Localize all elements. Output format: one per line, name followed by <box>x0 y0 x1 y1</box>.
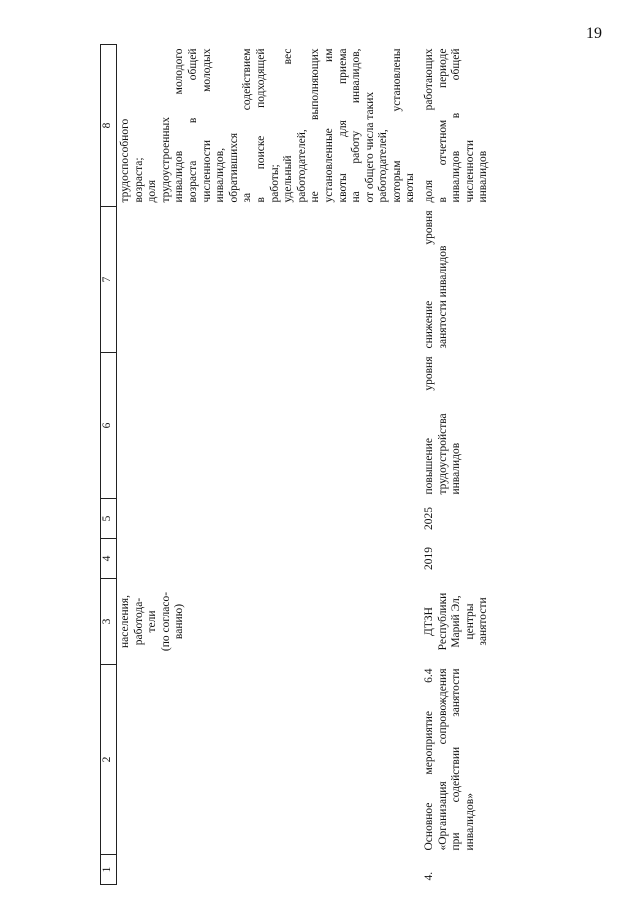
text-line: которым установлены <box>390 48 403 203</box>
text-line: Республики <box>436 592 449 651</box>
text-line: инвалидов молодого <box>173 48 186 203</box>
text-line: трудоустроенных <box>159 116 172 203</box>
text-line: повышение уровня <box>423 356 436 495</box>
text-line: инвалидов, <box>214 147 227 203</box>
header-row <box>101 45 117 885</box>
text-line: обратившихся <box>227 132 240 203</box>
text-line: инвалидов <box>450 442 463 495</box>
text-line: на работу инвалидов, <box>350 48 363 203</box>
text-line: возраста в общей <box>186 48 199 203</box>
indicator-cell <box>421 45 494 207</box>
text-line: (по согласо- <box>159 591 172 652</box>
continued-executor-cell <box>117 579 422 665</box>
text-line: трудоспособного <box>119 118 131 203</box>
table-row <box>421 45 494 885</box>
text-line: занятости инвалидов <box>436 245 449 349</box>
text-line: инвалидов <box>477 150 490 203</box>
header-col-4: 4 <box>101 539 117 579</box>
text-line: работодателей, <box>295 129 308 203</box>
header-col-2: 2 <box>101 665 117 855</box>
header-col-3: 3 <box>101 579 117 665</box>
text-line: не выполняющих <box>309 48 322 203</box>
text-line: удельный вес <box>282 48 295 203</box>
text-line: инвалидов в общей <box>450 48 463 203</box>
header-col-8: 8 <box>101 45 117 207</box>
text-line: в отчетном периоде <box>436 48 449 203</box>
text-line: тели <box>146 610 159 633</box>
text-line: возраста; <box>132 157 145 203</box>
consequence-cell <box>421 207 494 353</box>
text-line: от общего числа таких <box>363 91 376 203</box>
text-line: занятости <box>477 597 490 646</box>
header-col-5: 5 <box>101 499 117 539</box>
end-year-cell: 2025 <box>423 507 436 530</box>
text-line: при содействии занятости <box>450 668 463 851</box>
program-table <box>100 44 494 885</box>
text-line: инвалидов» <box>463 793 476 851</box>
text-line: установленные им <box>322 48 335 203</box>
text-line: «Организация сопровождения <box>436 668 449 851</box>
text-line: трудоустройства <box>436 413 449 495</box>
text-line: Марий Эл, <box>450 595 463 648</box>
text-line: Основное мероприятие 6.4 <box>423 668 436 851</box>
row-number: 4. <box>423 871 436 881</box>
page-number: 19 <box>586 25 602 42</box>
text-line: доля <box>146 180 159 203</box>
header-col-1: 1 <box>101 855 117 885</box>
text-line: ванию) <box>173 603 186 640</box>
text-line: снижение уровня <box>423 210 436 349</box>
expected-result-cell <box>421 353 494 499</box>
measure-title-cell <box>421 665 494 855</box>
header-col-6: 6 <box>101 353 117 499</box>
executor-cell <box>421 579 494 665</box>
text-line: работы; <box>268 164 281 203</box>
text-line: за содействием <box>241 48 254 203</box>
continued-row <box>117 45 422 885</box>
text-line: населения, <box>119 595 131 648</box>
text-line: квоты для приема <box>336 48 349 203</box>
text-line: численности <box>463 139 476 203</box>
text-line: квоты <box>404 173 417 203</box>
text-line: в поиске подходящей <box>254 48 267 203</box>
text-line: численности молодых <box>200 48 213 203</box>
rotated-page <box>100 45 600 885</box>
start-year-cell: 2019 <box>423 547 436 570</box>
text-line: доля работающих <box>423 48 436 203</box>
header-col-7: 7 <box>101 207 117 353</box>
continued-indicator-cell <box>117 45 422 207</box>
text-line: работода- <box>132 597 145 646</box>
text-line: центры <box>463 603 476 640</box>
text-line: ДТЗН <box>423 607 436 636</box>
text-line: работодателей, <box>377 129 390 203</box>
